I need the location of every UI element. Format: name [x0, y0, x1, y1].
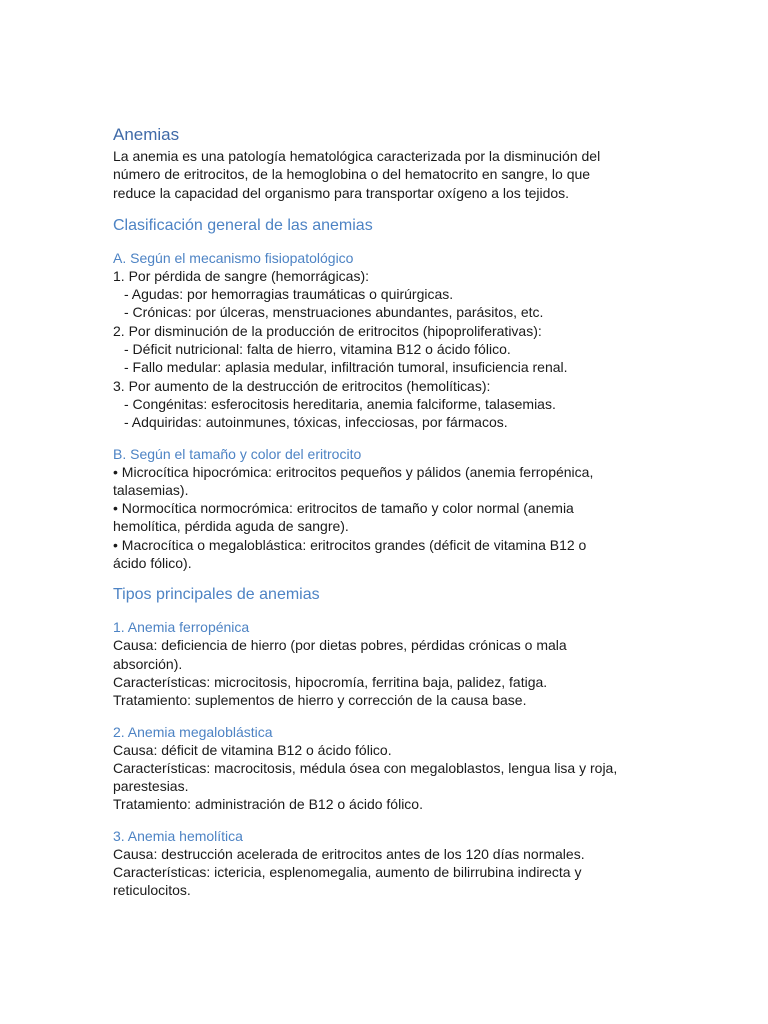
- list-subitem: - Fallo medular: aplasia medular, infiltración tumoral, insuficiencia renal.: [124, 359, 568, 376]
- list-item-continuation: talasemias).: [113, 481, 189, 498]
- list-subitem: - Crónicas: por úlceras, menstruaciones abundantes, parásitos, etc.: [124, 304, 544, 321]
- list-subitem: - Agudas: por hemorragias traumáticas o quirúrgicas.: [124, 286, 454, 303]
- list-subitem: - Déficit nutricional: falta de hierro, vitamina B12 o ácido fólico.: [124, 341, 511, 358]
- detail-line: Causa: deficiencia de hierro (por dietas pobres, pérdidas crónicas o mala: [113, 637, 567, 654]
- intro-paragraph: [113, 147, 658, 202]
- list-item: 2. Por disminución de la producción de eritrocitos (hipoproliferativas):: [113, 322, 542, 339]
- intro-line: número de eritrocitos, de la hemoglobina o del hematocrito en sangre, lo que: [113, 166, 591, 183]
- list-subitem: - Adquiridas: autoinmunes, tóxicas, infecciosas, por fármacos.: [124, 414, 508, 431]
- list-subitem: - Congénitas: esferocitosis hereditaria, anemia falciforme, talasemias.: [124, 395, 556, 412]
- detail-line: absorción).: [113, 655, 183, 672]
- detail-line: Causa: déficit de vitamina B12 o ácido fólico.: [113, 741, 392, 758]
- detail-line: Características: microcitosis, hipocromía, ferritina baja, palidez, fatiga.: [113, 673, 548, 690]
- list-item: • Microcítica hipocrómica: eritrocitos pequeños y pálidos (anemia ferropénica,: [113, 463, 594, 480]
- detail-line: Características: macrocitosis, médula ósea con megaloblastos, lengua lisa y roja,: [113, 759, 618, 776]
- list-item: • Macrocítica o megaloblástica: eritrocitos grandes (déficit de vitamina B12 o: [113, 536, 587, 553]
- section-heading-tipos: Tipos principales de anemias: [113, 586, 320, 604]
- subsection-heading-mecanismo: A. Según el mecanismo fisiopatológico: [113, 249, 354, 266]
- intro-line: La anemia es una patología hematológica caracterizada por la disminución del: [113, 148, 601, 164]
- mecanismo-list: [113, 267, 658, 432]
- document-body: [113, 125, 658, 900]
- list-item-continuation: hemolítica, pérdida aguda de sangre).: [113, 518, 349, 535]
- subsection-heading-tamano: B. Según el tamaño y color del eritrocito: [113, 445, 362, 462]
- section-heading-clasificacion: Clasificación general de las anemias: [113, 216, 373, 234]
- ferropenica-details: [113, 636, 658, 709]
- detail-line: reticulocitos.: [113, 882, 191, 899]
- detail-line: parestesias.: [113, 778, 189, 795]
- megaloblastica-details: [113, 741, 658, 814]
- hemolitica-details: [113, 845, 658, 900]
- subsection-heading-megaloblastica: 2. Anemia megaloblástica: [113, 723, 273, 740]
- subsection-heading-hemolitica: 3. Anemia hemolítica: [113, 827, 243, 844]
- list-item: • Normocítica normocrómica: eritrocitos de tamaño y color normal (anemia: [113, 500, 574, 517]
- tamano-list: [113, 463, 658, 573]
- subsection-heading-ferropenica: 1. Anemia ferropénica: [113, 619, 250, 636]
- list-item: 3. Por aumento de la destrucción de eritrocitos (hemolíticas):: [113, 377, 491, 394]
- intro-line: reduce la capacidad del organismo para transportar oxígeno a los tejidos.: [113, 184, 570, 201]
- detail-line: Características: ictericia, esplenomegalia, aumento de bilirrubina indirecta y: [113, 864, 582, 881]
- list-item: 1. Por pérdida de sangre (hemorrágicas):: [113, 267, 370, 284]
- list-item-continuation: ácido fólico).: [113, 555, 192, 572]
- detail-line: Tratamiento: suplementos de hierro y corrección de la causa base.: [113, 692, 527, 709]
- page-title: Anemias: [113, 125, 180, 144]
- detail-line: Causa: destrucción acelerada de eritrocitos antes de los 120 días normales.: [113, 845, 585, 862]
- detail-line: Tratamiento: administración de B12 o ácido fólico.: [113, 796, 423, 813]
